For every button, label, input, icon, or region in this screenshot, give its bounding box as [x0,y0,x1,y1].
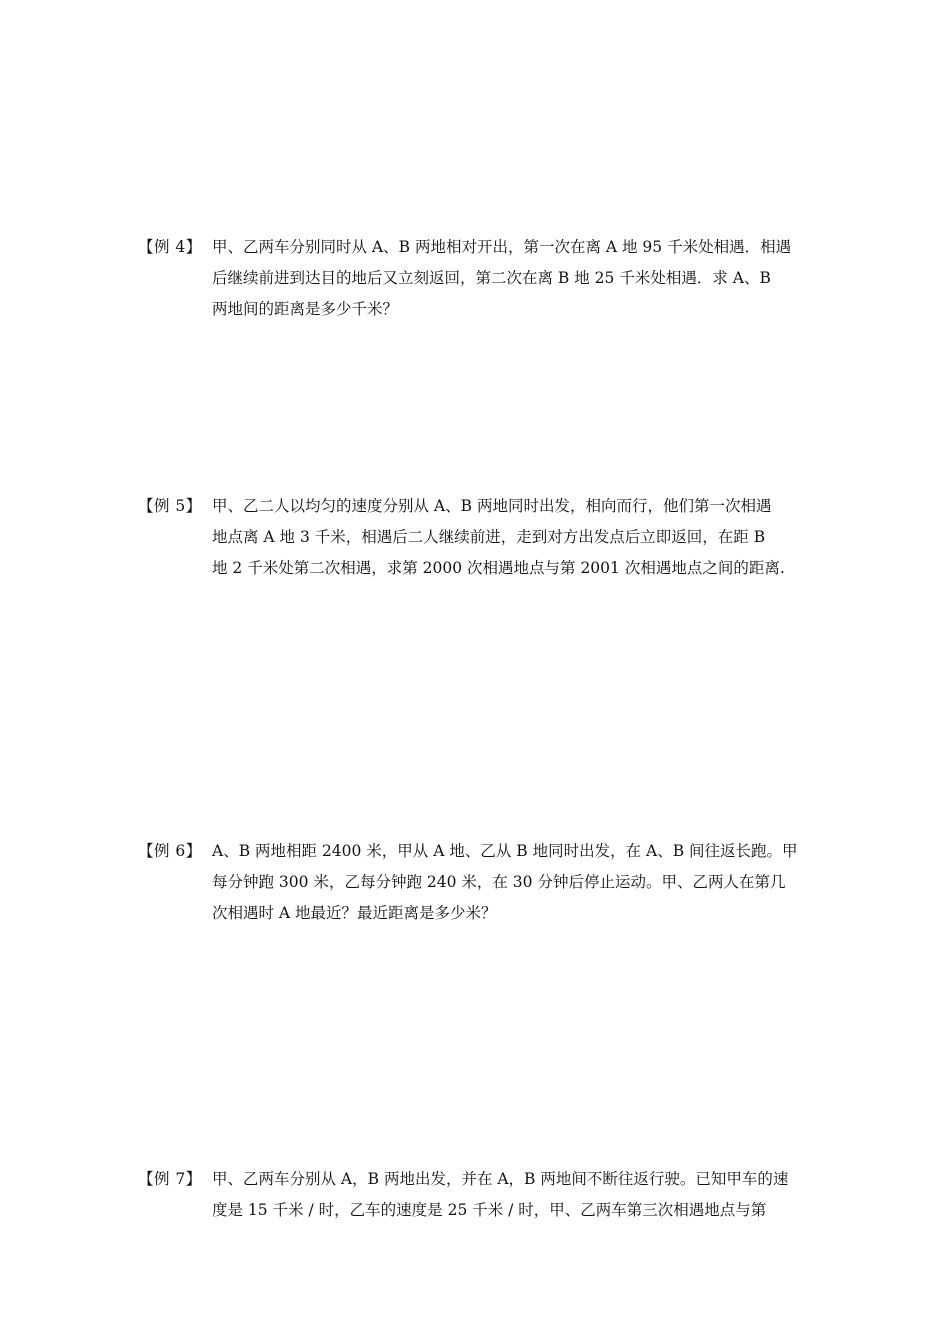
example-7-line-2: 度是 15 千米 / 时，乙车的速度是 25 千米 / 时，甲、乙两车第三次相遇地点与第 [212,1201,767,1219]
example-4-line-3: 两地间的距离是多少千米？ [212,300,399,318]
example-6-label: 【例 6】 [138,842,202,860]
example-4 [138,232,818,325]
example-5 [138,491,818,584]
example-6-line-2: 每分钟跑 300 米，乙每分钟跑 240 米，在 30 分钟后停止运动。甲、乙两人在第几 [212,873,786,891]
example-5-label: 【例 5】 [138,497,202,515]
example-4-label: 【例 4】 [138,238,202,256]
example-5-line-2: 地点离 A 地 3 千米，相遇后二人继续前进，走到对方出发点后立即返回，在距 B [212,528,766,546]
example-5-line-3: 地 2 千米处第二次相遇，求第 2000 次相遇地点与第 2001 次相遇地点之间的距离. [212,559,785,577]
example-4-line-2: 后继续前进到达目的地后又立刻返回，第二次在离 B 地 25 千米处相遇．求 A、B [212,269,771,287]
example-6 [138,836,818,929]
example-7 [138,1164,818,1226]
example-6-line-3: 次相遇时 A 地最近？最近距离是多少米？ [212,904,497,922]
example-4-line-1: 【例 4】 甲、乙两车分别同时从 A、B 两地相对开出，第一次在离 A 地 95 千米处相遇．相遇 [138,232,818,263]
example-7-line-1: 【例 7】 甲、乙两车分别从 A，B 两地出发，并在 A，B 两地间不断往返行驶。已知甲车的速 [138,1164,818,1195]
example-6-line-1: 【例 6】 A、B 两地相距 2400 米，甲从 A 地、乙从 B 地同时出发，在 A、B 间往返长跑。甲 [138,836,818,867]
example-5-line-1: 【例 5】 甲、乙二人以均匀的速度分别从 A、B 两地同时出发，相向而行，他们第一次相遇 [138,491,818,522]
example-7-label: 【例 7】 [138,1170,202,1188]
